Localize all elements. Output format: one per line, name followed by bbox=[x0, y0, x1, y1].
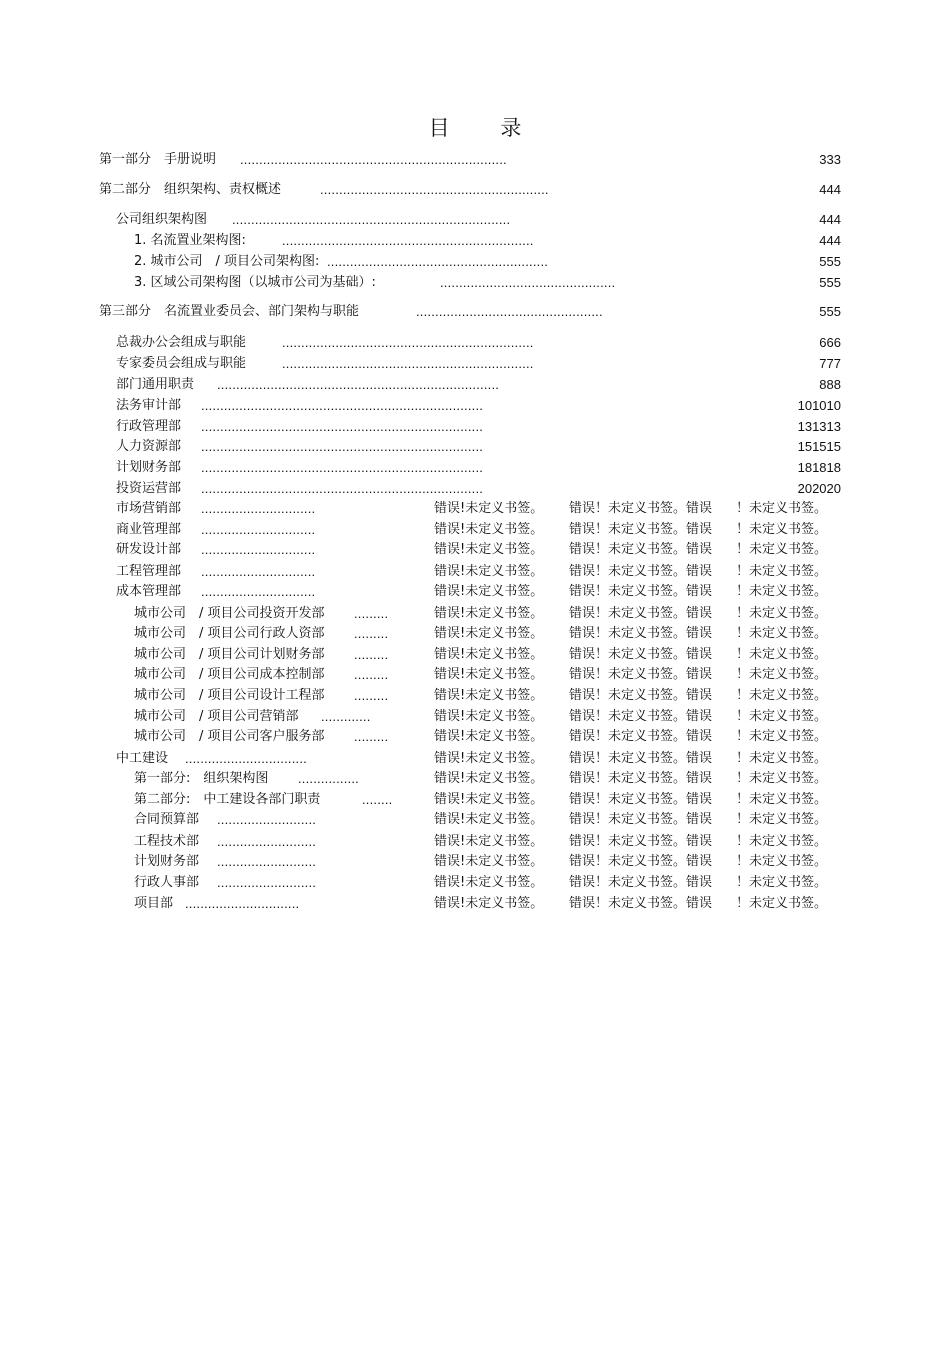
bookmark-error-text: 错误！未定义书签。错误 bbox=[569, 542, 713, 557]
toc-leader-dots: .......................................................................... bbox=[201, 481, 484, 496]
toc-leader-dots: .............................. bbox=[201, 564, 316, 579]
bookmark-error-text: ！未定义书签。 bbox=[736, 834, 828, 849]
bookmark-error-text: 错误！未定义书签。错误 bbox=[569, 522, 713, 537]
toc-entry[interactable] bbox=[0, 376, 950, 394]
bookmark-error-text: 错误！未定义书签。错误 bbox=[569, 564, 713, 579]
toc-entry[interactable] bbox=[0, 770, 950, 788]
bookmark-error-text: 错误!未定义书签。 bbox=[434, 584, 544, 599]
toc-entry-label: 城市公司 / 项目公司设计工程部 bbox=[134, 688, 325, 703]
bookmark-error-text: 错误!未定义书签。 bbox=[434, 896, 544, 911]
toc-entry[interactable] bbox=[0, 521, 950, 539]
toc-entry-label: 城市公司 / 项目公司营销部 bbox=[134, 709, 299, 724]
bookmark-error-text: 错误!未定义书签。 bbox=[434, 688, 544, 703]
toc-leader-dots: .................................................................. bbox=[282, 356, 534, 371]
bookmark-error-text: 错误！未定义书签。错误 bbox=[569, 626, 713, 641]
bookmark-error-text: ！未定义书签。 bbox=[736, 875, 828, 890]
bookmark-error-text: 错误！未定义书签。错误 bbox=[569, 751, 713, 766]
toc-leader-dots: ................ bbox=[298, 771, 359, 786]
bookmark-error-text: 错误！未定义书签。错误 bbox=[569, 667, 713, 682]
bookmark-error-text: 错误!未定义书签。 bbox=[434, 854, 544, 869]
bookmark-error-text: 错误！未定义书签。错误 bbox=[569, 688, 713, 703]
toc-leader-dots: ......... bbox=[354, 688, 389, 703]
toc-leader-dots: .......................................................................... bbox=[201, 439, 484, 454]
toc-entry[interactable] bbox=[0, 646, 950, 664]
toc-leader-dots: .......................... bbox=[217, 875, 317, 890]
bookmark-error-text: 错误！未定义书签。错误 bbox=[569, 584, 713, 599]
toc-leader-dots: ......... bbox=[354, 647, 389, 662]
bookmark-error-text: ！未定义书签。 bbox=[736, 522, 828, 537]
toc-leader-dots: ...................................................................... bbox=[240, 152, 507, 167]
toc-entry-label: 第一部分 手册说明 bbox=[99, 152, 217, 167]
bookmark-error-text: ！未定义书签。 bbox=[736, 854, 828, 869]
toc-entry-label: 中工建设 bbox=[116, 751, 169, 766]
toc-page-number: 444 bbox=[819, 212, 841, 227]
bookmark-error-text: ！未定义书签。 bbox=[736, 729, 828, 744]
toc-entry[interactable] bbox=[0, 666, 950, 684]
toc-entry[interactable] bbox=[0, 480, 950, 498]
toc-entry[interactable] bbox=[0, 791, 950, 809]
toc-entry[interactable] bbox=[0, 274, 950, 292]
bookmark-error-text: 错误!未定义书签。 bbox=[434, 709, 544, 724]
toc-entry-label: 行政人事部 bbox=[134, 875, 200, 890]
bookmark-error-text: ！未定义书签。 bbox=[736, 501, 828, 516]
toc-entry-label: 3. 区域公司架构图（以城市公司为基础）: bbox=[134, 275, 376, 290]
bookmark-error-text: 错误！未定义书签。错误 bbox=[569, 501, 713, 516]
toc-page-number: 151515 bbox=[797, 439, 841, 454]
toc-entry[interactable] bbox=[0, 459, 950, 477]
bookmark-error-text: ！未定义书签。 bbox=[736, 647, 828, 662]
toc-entry-label: 市场营销部 bbox=[116, 501, 182, 516]
bookmark-error-text: 错误!未定义书签。 bbox=[434, 729, 544, 744]
toc-entry-label: 合同预算部 bbox=[134, 812, 200, 827]
toc-leader-dots: ......... bbox=[354, 606, 389, 621]
bookmark-error-text: ！未定义书签。 bbox=[736, 792, 828, 807]
bookmark-error-text: 错误！未定义书签。错误 bbox=[569, 729, 713, 744]
toc-leader-dots: ................................................. bbox=[416, 304, 603, 319]
toc-entry[interactable] bbox=[0, 253, 950, 271]
toc-entry[interactable] bbox=[0, 181, 950, 199]
toc-page-number: 444 bbox=[819, 182, 841, 197]
bookmark-error-text: 错误!未定义书签。 bbox=[434, 564, 544, 579]
toc-entry[interactable] bbox=[0, 397, 950, 415]
bookmark-error-text: ！未定义书签。 bbox=[736, 812, 828, 827]
toc-entry-label: 计划财务部 bbox=[134, 854, 200, 869]
toc-page-number: 444 bbox=[819, 233, 841, 248]
bookmark-error-text: 错误！未定义书签。错误 bbox=[569, 896, 713, 911]
bookmark-error-text: 错误！未定义书签。错误 bbox=[569, 834, 713, 849]
bookmark-error-text: ！未定义书签。 bbox=[736, 542, 828, 557]
toc-leader-dots: ............. bbox=[321, 709, 371, 724]
toc-entry-label: 计划财务部 bbox=[116, 460, 182, 475]
bookmark-error-text: 错误!未定义书签。 bbox=[434, 667, 544, 682]
toc-entry[interactable] bbox=[0, 438, 950, 456]
bookmark-error-text: ！未定义书签。 bbox=[736, 896, 828, 911]
toc-leader-dots: .................................................................. bbox=[282, 233, 534, 248]
toc-entry-label: 人力资源部 bbox=[116, 439, 182, 454]
bookmark-error-text: 错误！未定义书签。错误 bbox=[569, 792, 713, 807]
toc-entry-label: 1. 名流置业架构图: bbox=[134, 233, 246, 248]
toc-entry[interactable] bbox=[0, 874, 950, 892]
toc-entry-label: 城市公司 / 项目公司计划财务部 bbox=[134, 647, 325, 662]
toc-entry[interactable] bbox=[0, 418, 950, 436]
toc-entry-label: 法务审计部 bbox=[116, 398, 182, 413]
toc-entry-label: 工程技术部 bbox=[134, 834, 200, 849]
toc-leader-dots: ............................................................ bbox=[320, 182, 549, 197]
toc-leader-dots: .......................................................................... bbox=[201, 460, 484, 475]
toc-page-number: 555 bbox=[819, 275, 841, 290]
toc-entry-label: 城市公司 / 项目公司成本控制部 bbox=[134, 667, 325, 682]
toc-entry-label: 第一部分: 组织架构图 bbox=[134, 771, 269, 786]
bookmark-error-text: 错误!未定义书签。 bbox=[434, 792, 544, 807]
bookmark-error-text: 错误!未定义书签。 bbox=[434, 647, 544, 662]
toc-leader-dots: .............................. bbox=[201, 584, 316, 599]
bookmark-error-text: 错误!未定义书签。 bbox=[434, 626, 544, 641]
toc-entry-label: 总裁办公会组成与职能 bbox=[116, 335, 247, 350]
toc-page-number: 666 bbox=[819, 335, 841, 350]
toc-entry[interactable] bbox=[0, 895, 950, 913]
toc-entry[interactable] bbox=[0, 500, 950, 518]
toc-entry-label: 城市公司 / 项目公司投资开发部 bbox=[134, 606, 325, 621]
toc-leader-dots: .............................. bbox=[201, 542, 316, 557]
bookmark-error-text: 错误!未定义书签。 bbox=[434, 501, 544, 516]
toc-leader-dots: .......................................................... bbox=[327, 254, 549, 269]
bookmark-error-text: ！未定义书签。 bbox=[736, 771, 828, 786]
bookmark-error-text: ！未定义书签。 bbox=[736, 606, 828, 621]
bookmark-error-text: 错误！未定义书签。错误 bbox=[569, 771, 713, 786]
toc-leader-dots: .............................. bbox=[201, 501, 316, 516]
bookmark-error-text: 错误！未定义书签。错误 bbox=[569, 647, 713, 662]
bookmark-error-text: 错误!未定义书签。 bbox=[434, 834, 544, 849]
toc-page-number: 202020 bbox=[797, 481, 841, 496]
toc-page-number: 333 bbox=[819, 152, 841, 167]
toc-entry-label: 工程管理部 bbox=[116, 564, 182, 579]
toc-page-number: 888 bbox=[819, 377, 841, 392]
bookmark-error-text: ！未定义书签。 bbox=[736, 626, 828, 641]
bookmark-error-text: ！未定义书签。 bbox=[736, 584, 828, 599]
toc-entry[interactable] bbox=[0, 583, 950, 601]
bookmark-error-text: ！未定义书签。 bbox=[736, 688, 828, 703]
toc-leader-dots: .................................................................. bbox=[282, 335, 534, 350]
toc-entry[interactable] bbox=[0, 750, 950, 768]
toc-entry[interactable] bbox=[0, 151, 950, 169]
toc-entry-label: 行政管理部 bbox=[116, 419, 182, 434]
toc-leader-dots: ................................ bbox=[185, 751, 307, 766]
toc-entry-label: 成本管理部 bbox=[116, 584, 182, 599]
toc-entry-label: 2. 城市公司 / 项目公司架构图: bbox=[134, 254, 320, 269]
bookmark-error-text: 错误！未定义书签。错误 bbox=[569, 875, 713, 890]
toc-leader-dots: ......................................................................... bbox=[232, 212, 511, 227]
toc-entry[interactable] bbox=[0, 334, 950, 352]
bookmark-error-text: ！未定义书签。 bbox=[736, 709, 828, 724]
toc-entry[interactable] bbox=[0, 687, 950, 705]
toc-entry-label: 第二部分 组织架构、责权概述 bbox=[99, 182, 282, 197]
toc-entry-label: 城市公司 / 项目公司行政人资部 bbox=[134, 626, 325, 641]
toc-page-number: 555 bbox=[819, 254, 841, 269]
toc-entry[interactable] bbox=[0, 211, 950, 229]
toc-leader-dots: .......................... bbox=[217, 812, 317, 827]
toc-page-number: 181818 bbox=[797, 460, 841, 475]
toc-entry[interactable] bbox=[0, 853, 950, 871]
toc-entry-label: 公司组织架构图 bbox=[116, 212, 208, 227]
toc-page-number: 101010 bbox=[797, 398, 841, 413]
bookmark-error-text: 错误！未定义书签。错误 bbox=[569, 606, 713, 621]
bookmark-error-text: 错误!未定义书签。 bbox=[434, 875, 544, 890]
bookmark-error-text: 错误!未定义书签。 bbox=[434, 771, 544, 786]
toc-entry-label: 研发设计部 bbox=[116, 542, 182, 557]
toc-leader-dots: .......................................................................... bbox=[217, 377, 500, 392]
toc-leader-dots: .............................. bbox=[201, 522, 316, 537]
bookmark-error-text: 错误!未定义书签。 bbox=[434, 542, 544, 557]
toc-entry-label: 部门通用职责 bbox=[116, 377, 195, 392]
toc-entry[interactable] bbox=[0, 355, 950, 373]
toc-leader-dots: .......................... bbox=[217, 854, 317, 869]
toc-entry[interactable] bbox=[0, 708, 950, 726]
toc-entry-label: 项目部 bbox=[134, 896, 174, 911]
bookmark-error-text: 错误！未定义书签。错误 bbox=[569, 854, 713, 869]
bookmark-error-text: 错误！未定义书签。错误 bbox=[569, 812, 713, 827]
toc-leader-dots: .......................................................................... bbox=[201, 419, 484, 434]
toc-leader-dots: ........ bbox=[362, 792, 393, 807]
bookmark-error-text: ！未定义书签。 bbox=[736, 751, 828, 766]
toc-leader-dots: .......................... bbox=[217, 834, 317, 849]
toc-leader-dots: .............................. bbox=[185, 896, 300, 911]
toc-entry-label: 专家委员会组成与职能 bbox=[116, 356, 247, 371]
toc-entry-label: 城市公司 / 项目公司客户服务部 bbox=[134, 729, 325, 744]
toc-page-number: 777 bbox=[819, 356, 841, 371]
toc-entry[interactable] bbox=[0, 811, 950, 829]
bookmark-error-text: ！未定义书签。 bbox=[736, 667, 828, 682]
bookmark-error-text: 错误!未定义书签。 bbox=[434, 522, 544, 537]
toc-entry[interactable] bbox=[0, 605, 950, 623]
toc-title: 目 录 bbox=[428, 116, 544, 140]
toc-leader-dots: ......... bbox=[354, 667, 389, 682]
toc-entry-label: 商业管理部 bbox=[116, 522, 182, 537]
bookmark-error-text: 错误！未定义书签。错误 bbox=[569, 709, 713, 724]
toc-entry[interactable] bbox=[0, 728, 950, 746]
bookmark-error-text: 错误!未定义书签。 bbox=[434, 812, 544, 827]
toc-entry[interactable] bbox=[0, 541, 950, 559]
toc-page-number: 555 bbox=[819, 304, 841, 319]
toc-entry[interactable] bbox=[0, 303, 950, 321]
bookmark-error-text: 错误!未定义书签。 bbox=[434, 751, 544, 766]
toc-entry[interactable] bbox=[0, 625, 950, 643]
toc-entry-label: 第三部分 名流置业委员会、部门架构与职能 bbox=[99, 304, 360, 319]
toc-leader-dots: ......... bbox=[354, 729, 389, 744]
toc-entry[interactable] bbox=[0, 563, 950, 581]
toc-entry[interactable] bbox=[0, 232, 950, 250]
toc-leader-dots: .......................................................................... bbox=[201, 398, 484, 413]
bookmark-error-text: 错误!未定义书签。 bbox=[434, 606, 544, 621]
toc-entry[interactable] bbox=[0, 833, 950, 851]
toc-entry-label: 投资运营部 bbox=[116, 481, 182, 496]
toc-entry-label: 第二部分: 中工建设各部门职责 bbox=[134, 792, 321, 807]
toc-leader-dots: ......... bbox=[354, 626, 389, 641]
toc-leader-dots: .............................................. bbox=[440, 275, 616, 290]
bookmark-error-text: ！未定义书签。 bbox=[736, 564, 828, 579]
toc-page-number: 131313 bbox=[797, 419, 841, 434]
